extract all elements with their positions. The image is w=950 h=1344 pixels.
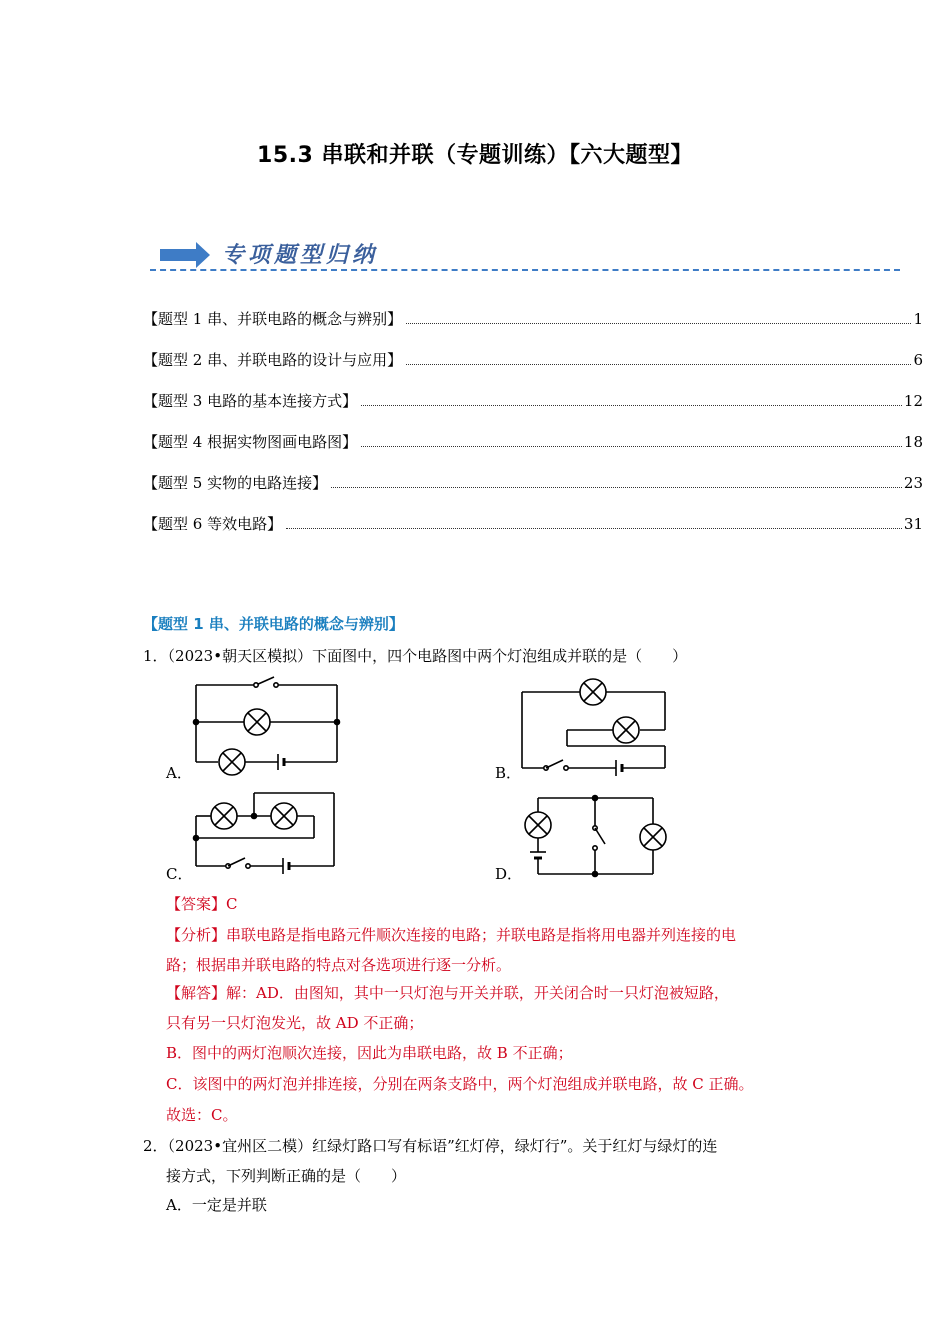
option-label-a: A． [166, 764, 192, 782]
option-label-b: B． [495, 764, 522, 782]
toc-item[interactable]: 【题型 5 实物的电路连接】 23 [143, 474, 923, 492]
circuit-diagram-a [190, 676, 340, 776]
circuit-diagram-b [519, 676, 669, 774]
question-2-stem: 2．（2023•宜州区二模）红绿灯路口写有标语”红灯停，绿灯行”。关于红灯与绿灯的连 [143, 1137, 718, 1155]
solution-text: B．图中的两灯泡顺次连接，因此为串联电路，故 B 不正确； [166, 1044, 573, 1062]
solution-text: 【解答】解：AD．由图知，其中一只灯泡与开关并联，开关闭合时一只灯泡被短路， [166, 984, 729, 1002]
circuit-diagram-d [521, 792, 671, 880]
answer-text: 【答案】C [166, 895, 238, 913]
solution-text: 故选：C。 [166, 1106, 238, 1124]
arrow-right-icon [160, 242, 220, 268]
page-title: 15.3 串联和并联（专题训练）【六大题型】 [257, 143, 693, 168]
toc-item[interactable]: 【题型 6 等效电路】 31 [143, 515, 923, 533]
toc-item[interactable]: 【题型 4 根据实物图画电路图】 18 [143, 433, 923, 451]
option-label-c: C． [166, 865, 193, 883]
solution-text: 只有另一只灯泡发光，故 AD 不正确； [166, 1014, 424, 1032]
toc-item[interactable]: 【题型 1 串、并联电路的概念与辨别】 1 [143, 310, 923, 328]
banner-divider [150, 269, 900, 271]
section-heading: 【题型 1 串、并联电路的概念与辨别】 [143, 615, 404, 633]
question-2-stem: 接方式，下列判断正确的是（ ） [166, 1167, 407, 1185]
option-label-d: D． [495, 865, 523, 883]
toc-item[interactable]: 【题型 2 串、并联电路的设计与应用】 6 [143, 351, 923, 369]
circuit-diagram-c [190, 790, 340, 880]
question-2-option-a: A．一定是并联 [166, 1196, 267, 1214]
toc-item[interactable]: 【题型 3 电路的基本连接方式】 12 [143, 392, 923, 410]
analysis-text: 【分析】串联电路是指电路元件顺次连接的电路；并联电路是指将用电器并列连接的电 [166, 926, 737, 944]
question-1-stem: 1．（2023•朝天区模拟）下面图中，四个电路图中两个灯泡组成并联的是（ ） [143, 647, 688, 665]
section-banner: 专项题型归纳 [222, 243, 379, 268]
analysis-text: 路；根据串并联电路的特点对各选项进行逐一分析。 [166, 956, 512, 974]
solution-text: C．该图中的两灯泡并排连接，分别在两条支路中，两个灯泡组成并联电路，故 C 正确。 [166, 1075, 754, 1093]
